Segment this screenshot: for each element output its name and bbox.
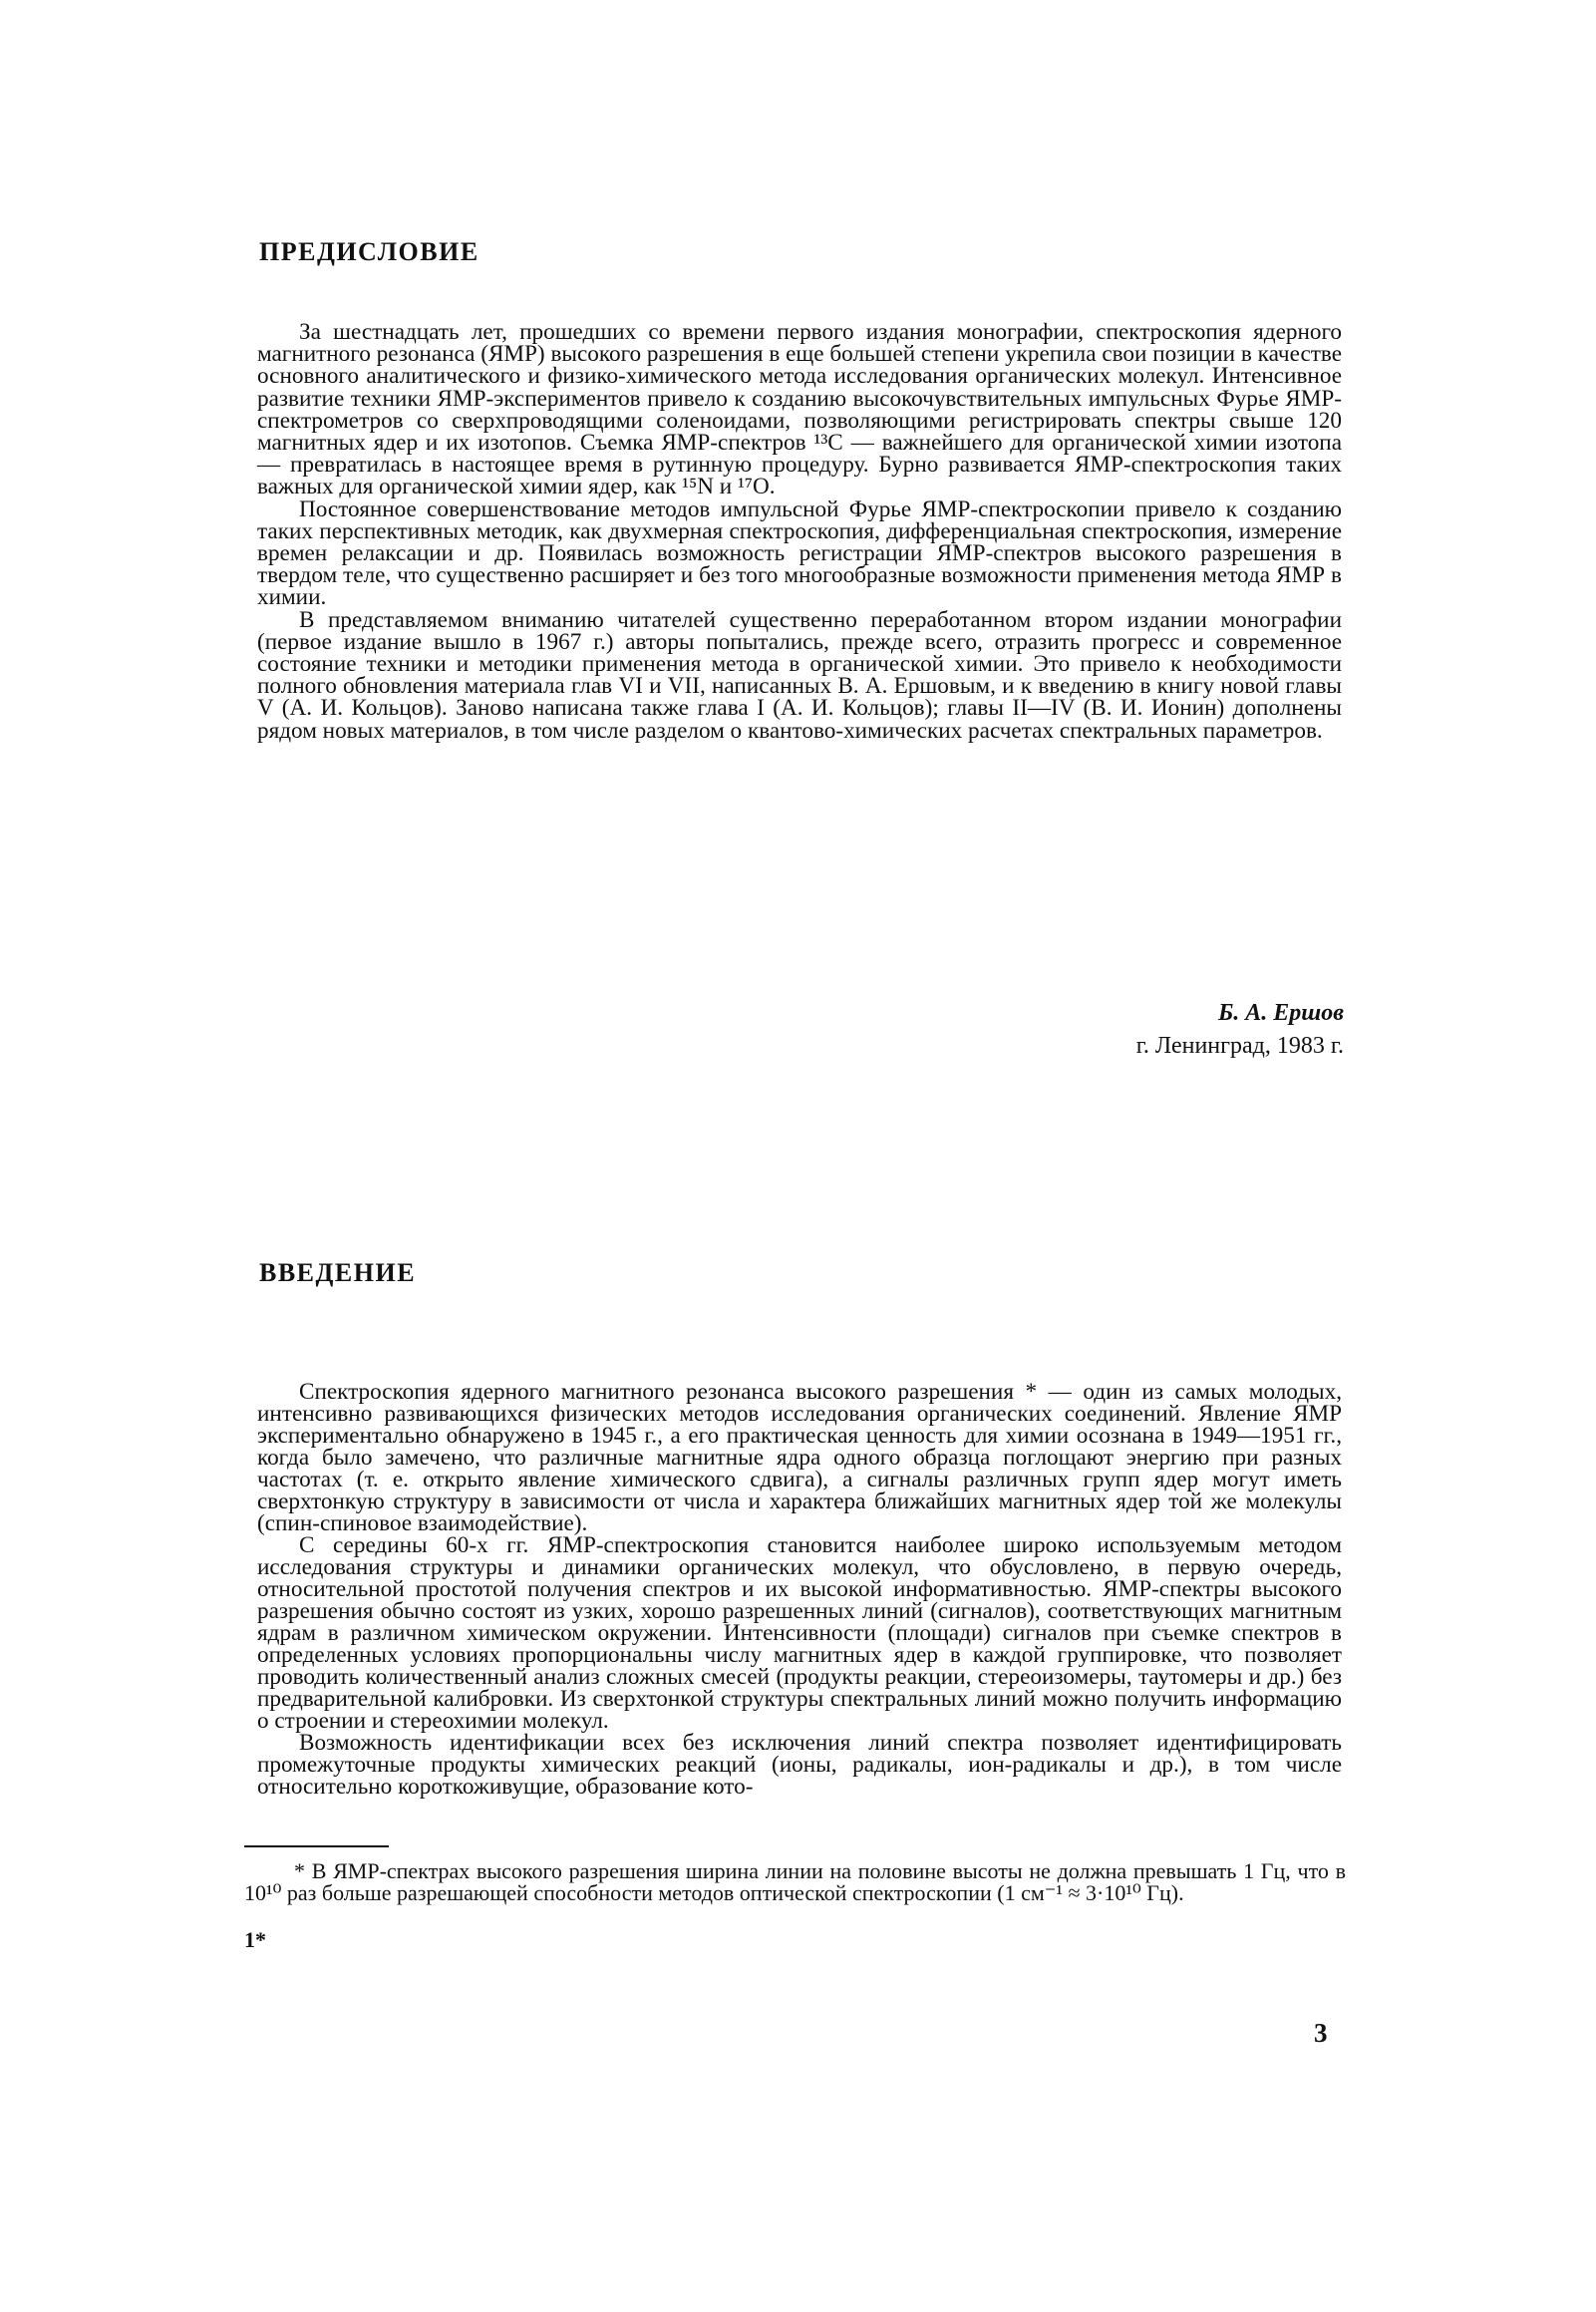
intro-paragraph: Возможность идентификации всех без исключения линий спектра позволяет идентифицировать промежуточные продукты химических реакций (ионы, радикалы, ион-радикалы и др.), в том числе относительно короткоживущие, образование кото- (257, 1730, 1342, 1800)
page-number: 3 (1314, 2018, 1328, 2048)
preface-paragraph: За шестнадцать лет, прошедших со времени первого издания монографии, спектроскопия ядерного магнитного резонанса (ЯМР) высокого разрешения в еще большей степени укрепила свои позиции в качестве основного аналитического и физико-химического метода исследования органических молекул. Интенсивное развитие техники ЯМР-экспериментов привело к созданию высокочувствительных импульсных Фурье ЯМР-спектрометров со сверхпроводящими соленоидами, позволяющими регистрировать спектры свыше 120 магнитных ядер и их изотопов. Съемка ЯМР-спектров ¹³С — важнейшего для органической химии изотопа — превратилась в настоящее время в рутинную процедуру. Бурно развивается ЯМР-спектроскопия таких важных для органической химии ядер, как ¹⁵N и ¹⁷O. (257, 319, 1342, 500)
preface-heading: ПРЕДИСЛОВИЕ (259, 237, 479, 266)
preface-signature-name: Б. А. Ершов (1218, 1000, 1344, 1026)
preface-paragraph: Постоянное совершенствование методов импульсной Фурье ЯМР-спектроскопии привело к созданию таких перспективных методик, как двухмерная спектроскопия, дифференциальная спектроскопия, измерение времен релаксации и др. Появилась возможность регистрации ЯМР-спектров высокого разрешения в твердом теле, что существенно расширяет и без того многообразные возможности применения метода ЯМР в химии. (257, 495, 1342, 611)
intro-body (257, 1381, 1342, 1798)
signature-mark: 1* (244, 1927, 266, 1952)
intro-paragraph: С середины 60-х гг. ЯМР-спектроскопия становится наиболее широко используемым методом исследования структуры и динамики органических молекул, что обусловлено, в первую очередь, относительной простотой получения спектров и их высокой информативностью. ЯМР-спектры высокого разрешения обычно состоят из узких, хорошо разрешенных линий (сигналов), соответствующих магнитным ядрам в различном химическом окружении. Интенсивности (площади) сигналов при съемке спектров в определенных условиях пропорциональны числу магнитных ядер в каждой группировке, что позволяет проводить количественный анализ сложных смесей (продукты реакции, стереоизомеры, таутомеры и др.) без предварительной калибровки. Из сверхтонкой структуры спектральных линий можно получить информацию о строении и стереохимии молекул. (257, 1532, 1342, 1734)
intro-paragraph: Спектроскопия ядерного магнитного резонанса высокого разрешения * — один из самых молодых, интенсивно развивающихся физических методов исследования органических соединений. Явление ЯМР экспериментально обнаружено в 1945 г., а его практическая ценность для химии осознана в 1949—1951 гг., когда было замечено, что различные магнитные ядра одного образца поглощают энергию при разных частотах (т. е. открыто явление химического сдвига), а сигналы различных групп ядер могут иметь сверхтонкую структуру в зависимости от числа и характера ближайших магнитных ядер той же молекулы (спин-спиновое взаимодействие). (257, 1379, 1342, 1536)
preface-paragraph: В представляемом вниманию читателей существенно переработанном втором издании монографии (первое издание вышло в 1967 г.) авторы попытались, прежде всего, отразить прогресс и современное состояние техники и методики применения метода в органической химии. Это привело к необходимости полного обновления материала глав VI и VII, написанных В. А. Ершовым, и к введению в книгу новой главы V (А. И. Кольцов). Заново написана также глава I (А. И. Кольцов); главы II—IV (В. И. Ионин) дополнены рядом новых материалов, в том числе разделом о квантово-химических расчетах спектральных параметров. (257, 606, 1342, 744)
intro-heading: ВВЕДЕНИЕ (259, 1258, 417, 1287)
footnote: * В ЯМР-спектрах высокого разрешения ширина линии на половине высоты не должна превышать 1 Гц, что в 10¹⁰ раз больше разрешающей способности методов оптической спектроскопии (1 см⁻¹ ≈ 3·10¹⁰ Гц). (244, 1858, 1346, 1905)
preface-body (257, 321, 1342, 742)
footnote-divider (244, 1845, 389, 1847)
preface-signature-place: г. Ленинград, 1983 г. (1135, 1033, 1344, 1059)
